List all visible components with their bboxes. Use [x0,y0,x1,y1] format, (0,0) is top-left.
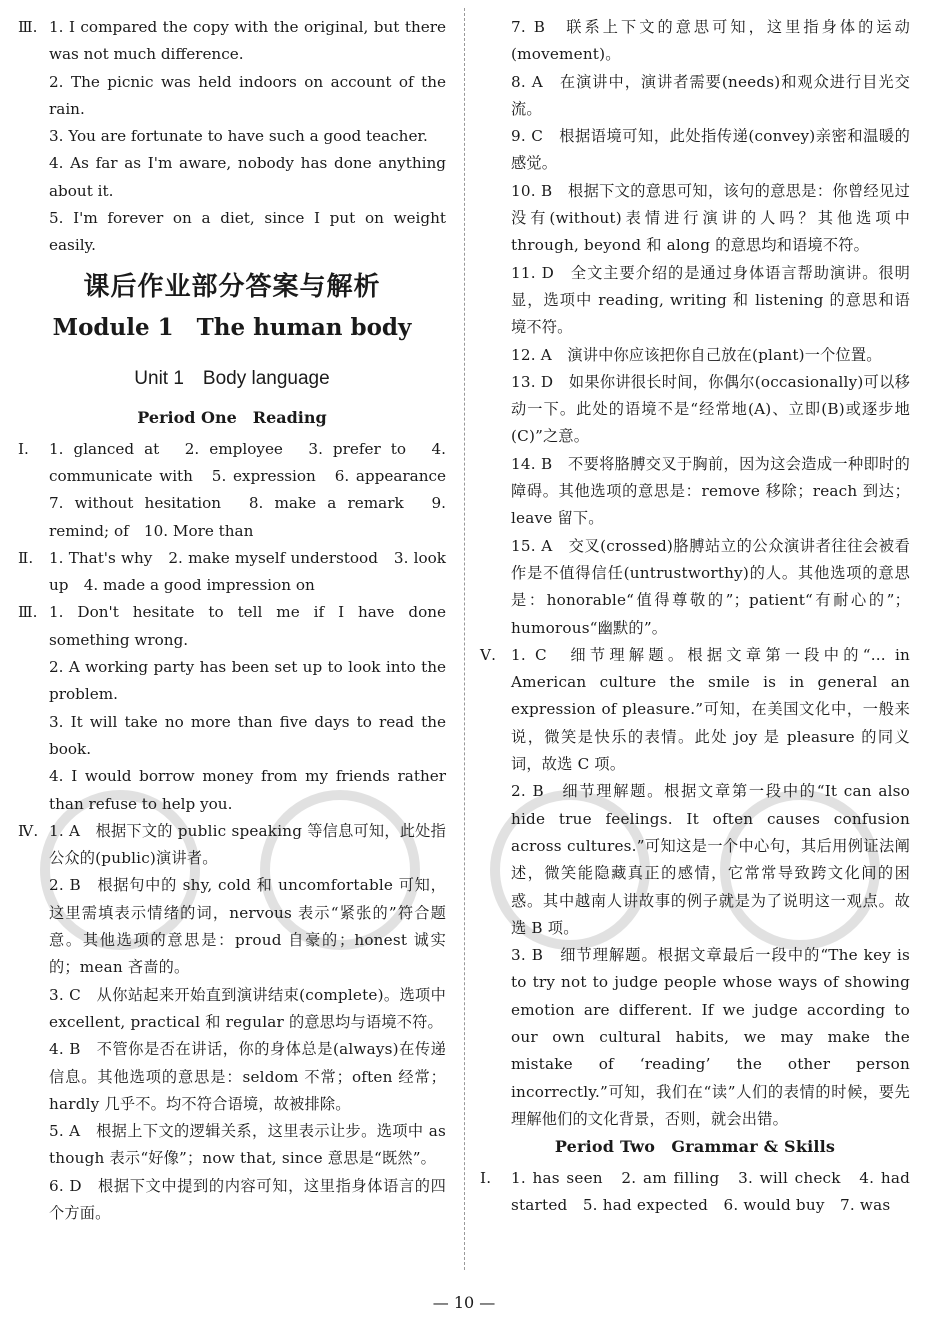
answer-item: 1. C 细节理解题。根据文章第一段中的“... in American culture the smile is in general an expression of pleasure.”可知，在美国文化中，一般来说，微笑是快乐的表情。此处 joy 是 pleasure 的同义词，故选 C 项。 [511,645,910,774]
answer-item: 8. A 在演讲中，演讲者需要(needs)和观众进行目光交流。 [511,72,910,118]
answer-item: 12. A 演讲中你应该把你自己放在(plant)一个位置。 [511,345,882,364]
answer-item: 2. A working party has been set up to look into the problem. [49,658,446,704]
answer-item: 4. I would borrow money from my friends rather than refuse to help you. [49,767,446,813]
answer-item: 2. B 细节理解题。根据文章第一段中的“It can also hide true feelings. It often causes confusion across cultures.”可知这是一个中心句，其后用例证法阐述，微笑能隐藏真正的感情，它常常导致跨文化间的困惑。其中越南人讲故事的例子就是为了说明这一观点。故选 B 项。 [511,782,910,937]
section-i-grammar [480,1165,910,1220]
answer-item: 5. I'm forever on a diet, since I put on weight easily. [49,209,446,255]
answer-item: 3. It will take no more than five days to read the book. [49,712,446,758]
answer-text: 1. has seen 2. am filling 3. will check 4. had started 5. had expected 6. would buy 7. was [511,1169,910,1215]
answer-item: 2. B 根据句中的 shy, cold 和 uncomfortable 可知，这里需填表示情绪的词，nervous 表示“紧张的”符合题意。其他选项的意思是：proud 自豪的；honest 诚实的；mean 吝啬的。 [49,876,446,977]
answer-item: 7. B 联系上下文的意思可知，这里指身体的运动(movement)。 [511,18,910,64]
section-iv-continued [480,14,910,642]
answer-item: 4. B 不管你是否在讲话，你的身体总是(always)在传递信息。其他选项的意思是：seldom 不常；often 经常；hardly 几乎不。均不符合语境，故被排除。 [49,1040,446,1113]
section-ii-phrases [18,545,446,600]
answer-item: 13. D 如果你讲很长时间，你偶尔(occasionally)可以移动一下。此处的语境不是“经常地(A)、立即(B)或逐步地(C)”之意。 [511,372,910,446]
answer-item: 2. The picnic was held indoors on account of the rain. [49,72,446,118]
period-title: Period One Reading [137,407,327,427]
right-column [480,14,910,1220]
section-i-vocabulary [18,436,462,545]
section-marker: Ⅰ. [480,1169,492,1188]
section-v-reading [480,642,910,1133]
answer-item: 15. A 交叉(crossed)胳膊站立的公众演讲者往往会被看作是不值得信任(untrustworthy)的人。其他选项的意思是：honorable“值得尊敬的”；patient“有耐心的”；humorous“幽默的”。 [511,536,910,637]
main-title: 课后作业部分答案与解析 [83,271,381,302]
section-iv-cloze [18,818,446,1227]
answer-text: 1. That's why 2. make myself understood 3. look up 4. made a good impression on [49,548,446,595]
section-marker: Ⅲ. [18,18,38,36]
left-column [18,14,462,1227]
section-marker: Ⅱ. [18,548,34,567]
answer-item: 1. I compared the copy with the original, but there was not much difference. [49,18,446,64]
answer-item: 10. B 根据下文的意思可知，该句的意思是：你曾经见过没有(without)表情进行演讲的人吗？其他选项中 through, beyond 和 along 的意思均和语境不符。 [511,181,910,255]
section-iii-translation [18,14,446,260]
answer-item: 1. Don't hesitate to tell me if I have done something wrong. [49,603,446,649]
answer-item: 4. As far as I'm aware, nobody has done anything about it. [49,154,446,200]
module-title: Module 1 The human body [52,313,412,341]
answer-item: 5. A 根据上下文的逻辑关系，这里表示让步。选项中 as though 表示“好像”；now that, since 意思是“既然”。 [49,1122,446,1168]
section-marker: Ⅰ. [18,439,29,458]
page-number: — 10 — [432,1293,496,1312]
unit-title: Unit 1 Body language [134,367,330,389]
section-iii-sentences [18,599,446,817]
period-two-title: Period Two Grammar & Skills [554,1137,836,1157]
answer-text: 1. glanced at 2. employee 3. prefer to 4. communicate with 5. expression 6. appearance 7. without hesitation 8. make a remark 9. remind; of 10. More than [49,439,462,540]
answer-item: 3. C 从你站起来开始直到演讲结束(complete)。选项中 excellent, practical 和 regular 的意思均与语境不符。 [49,985,446,1031]
answer-item: 3. B 细节理解题。根据文章最后一段中的“The key is to try not to judge people whose ways of showing emotion are different. If we judge according to our own cultural habits, we may make the mistake of ‘reading’ the other person incorrectly.”可知，我们在“读”人们的表情的时候，要先理解他们的文化背景，否则，就会出错。 [511,946,910,1128]
section-marker: Ⅳ. [18,821,39,840]
section-marker: Ⅴ. [480,645,497,664]
answer-item: 11. D 全文主要介绍的是通过身体语言帮助演讲。很明显，选项中 reading, writing 和 listening 的意思和语境不符。 [511,263,910,337]
section-marker: Ⅲ. [18,603,38,622]
answer-item: 1. A 根据下文的 public speaking 等信息可知，此处指公众的(public)演讲者。 [49,821,446,868]
answer-item: 3. You are fortunate to have such a good teacher. [49,127,428,146]
column-divider [464,8,465,1270]
answer-item: 9. C 根据语境可知，此处指传递(convey)亲密和温暖的感觉。 [511,127,910,173]
answer-item: 6. D 根据下文中提到的内容可知，这里指身体语言的四个方面。 [49,1176,446,1222]
answer-item: 14. B 不要将胳膊交叉于胸前，因为这会造成一种即时的障碍。其他选项的意思是：remove 移除；reach 到达；leave 留下。 [511,454,910,528]
